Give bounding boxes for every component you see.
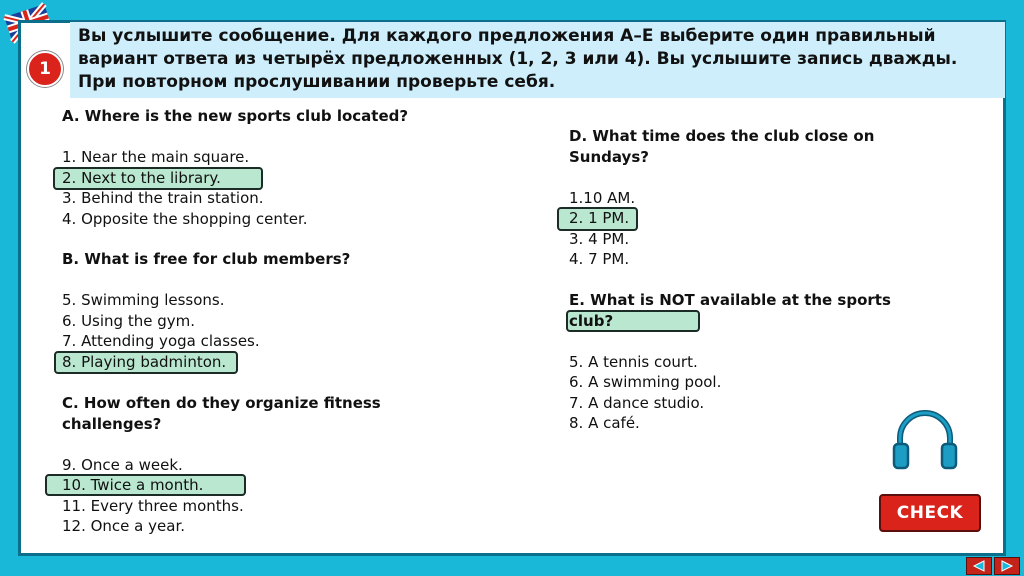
- question-title-cont: club?: [569, 311, 614, 330]
- option[interactable]: 4. Opposite the shopping center.: [62, 209, 308, 228]
- option[interactable]: 5. A tennis court.: [569, 352, 698, 371]
- question-title: A. Where is the new sports club located?: [62, 107, 409, 125]
- option[interactable]: 11. Every three months.: [62, 496, 244, 515]
- option[interactable]: 10. Twice a month.: [62, 476, 204, 494]
- option[interactable]: 1.10 AM.: [569, 188, 636, 207]
- option[interactable]: 4. 7 PM.: [569, 250, 630, 268]
- option[interactable]: 9. Once a week.: [62, 455, 183, 474]
- option[interactable]: 3. Behind the train station.: [62, 189, 264, 207]
- question-title: E. What is NOT available at the sports: [569, 291, 891, 309]
- option[interactable]: 2. Next to the library.: [62, 168, 221, 187]
- question-c: [62, 393, 381, 537]
- question-title-cont: challenges?: [62, 414, 162, 433]
- option[interactable]: 12. Once a year.: [62, 517, 185, 535]
- headphones-icon[interactable]: [890, 406, 960, 472]
- question-title: B. What is free for club members?: [62, 250, 351, 268]
- option[interactable]: 7. Attending yoga classes.: [62, 332, 260, 350]
- option[interactable]: 8. A café.: [569, 414, 640, 432]
- question-b: [62, 249, 350, 372]
- prev-button[interactable]: [966, 557, 992, 575]
- prev-arrow-icon: [972, 560, 986, 572]
- option[interactable]: 3. 4 PM.: [569, 229, 630, 248]
- option[interactable]: 5. Swimming lessons.: [62, 291, 225, 309]
- option[interactable]: 6. A swimming pool.: [569, 373, 722, 391]
- check-button[interactable]: CHECK: [879, 494, 981, 532]
- option[interactable]: 1. Near the main square.: [62, 148, 250, 166]
- question-d: [569, 126, 874, 270]
- instruction-text: Вы услышите сообщение. Для каждого предложения A–E выберите один правильный вариант ответа из четырёх предложенных (1, 2, 3 или 4). Вы услышите запись дважды. При повторном прослушивании проверьте себя.: [70, 22, 1005, 98]
- task-number-badge: 1: [27, 51, 63, 87]
- next-button[interactable]: [994, 557, 1020, 575]
- next-arrow-icon: [1000, 560, 1014, 572]
- option[interactable]: 2. 1 PM.: [569, 209, 630, 227]
- option[interactable]: 7. A dance studio.: [569, 393, 705, 412]
- option[interactable]: 6. Using the gym.: [62, 311, 196, 330]
- question-e: [569, 290, 891, 434]
- question-title: D. What time does the club close on: [569, 127, 875, 145]
- question-title-cont: Sundays?: [569, 147, 649, 166]
- question-a: [62, 106, 408, 229]
- option[interactable]: 8. Playing badminton.: [62, 352, 227, 371]
- question-title: C. How often do they organize fitness: [62, 394, 381, 412]
